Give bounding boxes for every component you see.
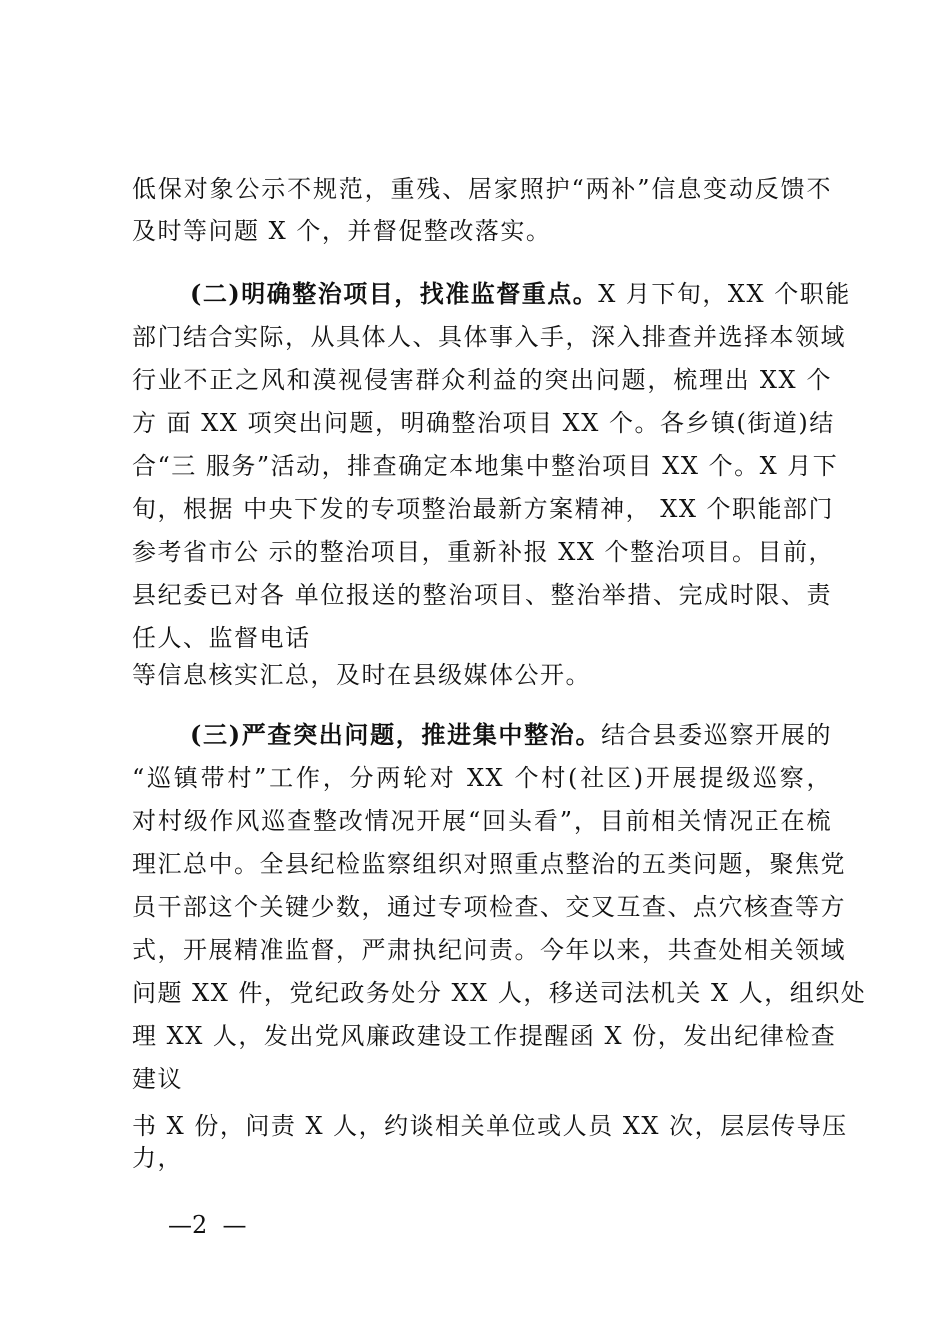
body-line: 力， <box>132 1144 183 1172</box>
section-2-paragraph <box>190 279 851 309</box>
body-line: 任人、监督电话 <box>132 624 311 652</box>
section-3-paragraph <box>190 720 832 750</box>
body-line: 对村级作风巡查整改情况开展“回头看”，目前相关情况正在梳 <box>132 807 832 835</box>
body-line: 行业不正之风和漠视侵害群众利益的突出问题，梳理出 XX 个 <box>132 366 832 394</box>
body-line: 合“三 服务”活动，排查确定本地集中整治项目 XX 个。X 月下 <box>132 452 839 480</box>
body-line: 式，开展精准监督，严肃执纪问责。今年以来，共查处相关领域 <box>132 936 846 964</box>
page-number: —2 — <box>168 1211 247 1239</box>
body-line: 理汇总中。全县纪检监察组织对照重点整治的五类问题，聚焦党 <box>132 850 846 878</box>
section-heading: (二)明确整治项目，找准监督重点。 <box>190 279 599 308</box>
body-text: 结合县委巡察开展的 <box>601 721 832 749</box>
body-line: “巡镇带村”工作，分两轮对 XX 个村(社区)开展提级巡察， <box>132 764 832 792</box>
body-line: 参考省市公 示的整治项目，重新补报 XX 个整治项目。目前， <box>132 538 835 566</box>
body-line: 建议 <box>132 1065 183 1093</box>
body-line: 旬，根据 中央下发的专项整治最新方案精神， XX 个职能部门 <box>132 495 835 523</box>
body-line: 书 X 份，问责 X 人，约谈相关单位或人员 XX 次，层层传导压 <box>132 1112 848 1140</box>
section-heading: (三)严查突出问题，推进集中整治。 <box>190 720 602 749</box>
body-line: 方 面 XX 项突出问题，明确整治项目 XX 个。各乡镇(街道)结 <box>132 409 835 437</box>
body-text: X 月下旬，XX 个职能 <box>598 280 851 308</box>
body-line: 部门结合实际，从具体人、具体事入手，深入排查并选择本领域 <box>132 323 846 351</box>
body-line: 等信息核实汇总，及时在县级媒体公开。 <box>132 661 591 689</box>
body-line: 问题 XX 件，党纪政务处分 XX 人，移送司法机关 X 人，组织处 <box>132 979 867 1007</box>
body-line: 员干部这个关键少数，通过专项检查、交叉互查、点穴核查等方 <box>132 893 846 921</box>
body-line: 理 XX 人，发出党风廉政建设工作提醒函 X 份，发出纪律检查 <box>132 1022 837 1050</box>
body-line: 低保对象公示不规范，重残、居家照护“两补”信息变动反馈不 <box>132 175 832 203</box>
body-line: 县纪委已对各 单位报送的整治项目、整治举措、完成时限、责 <box>132 581 832 609</box>
body-line: 及时等问题 X 个，并督促整改落实。 <box>132 217 552 245</box>
